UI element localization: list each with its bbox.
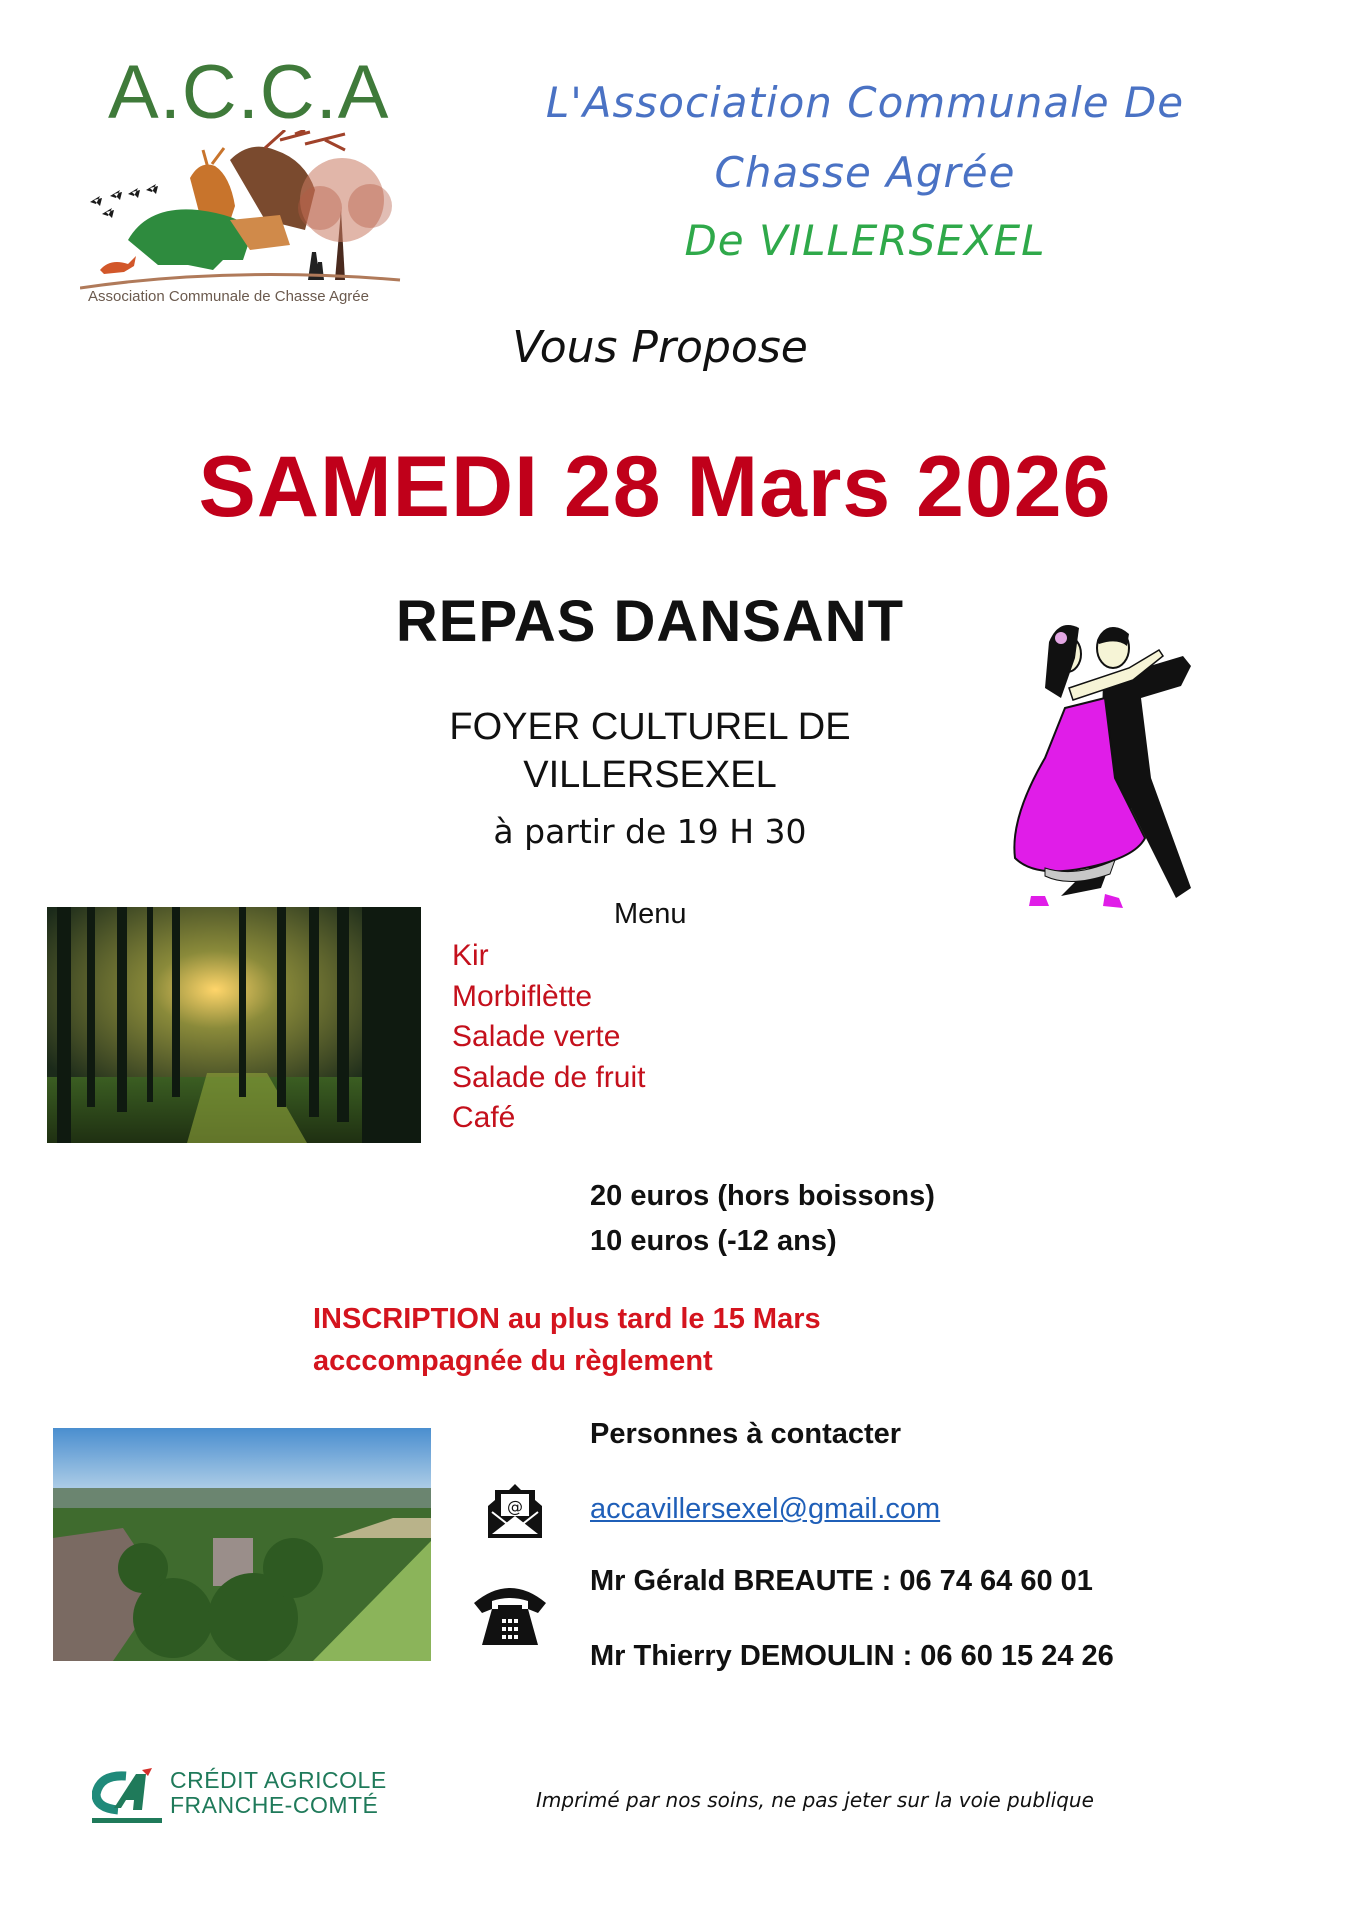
registration-notice: [313, 1298, 821, 1382]
price-child: 10 euros (-12 ans): [590, 1225, 837, 1257]
contact-person-1: Mr Gérald BREAUTE : 06 74 64 60 01: [590, 1565, 1093, 1597]
contacts-heading: Personnes à contacter: [590, 1418, 902, 1450]
header-line-1: L'Association Communale De: [545, 78, 1185, 127]
logo-caption: Association Communale de Chasse Agrée: [88, 288, 369, 305]
telephone-icon: [470, 1585, 550, 1649]
dancing-couple-illustration: [1005, 618, 1217, 930]
intro-text: Vous Propose: [512, 322, 808, 373]
menu-item: Morbiflètte: [452, 979, 593, 1013]
venue-line-2: VILLERSEXEL: [523, 754, 777, 796]
hunting-animals-illustration: [80, 130, 432, 290]
envelope-at-icon: [486, 1482, 544, 1540]
event-date: SAMEDI 28 Mars 2026: [198, 439, 1112, 535]
registration-payment: acccompagnée du règlement: [313, 1345, 713, 1377]
menu-list: [452, 936, 645, 1139]
sponsor-line-2: FRANCHE-COMTÉ: [170, 1792, 379, 1818]
menu-item: Café: [452, 1101, 516, 1134]
event-title: REPAS DANSANT: [395, 589, 905, 654]
menu-label: Menu: [614, 898, 687, 930]
print-notice: Imprimé par nos soins, ne pas jeter sur la voie publique: [536, 1788, 1094, 1812]
contact-person-2: Mr Thierry DEMOULIN : 06 60 15 24 26: [590, 1640, 1114, 1672]
forest-photo: [47, 907, 421, 1143]
menu-item: Salade verte: [452, 1020, 621, 1053]
registration-deadline: INSCRIPTION au plus tard le 15 Mars: [313, 1303, 821, 1335]
venue-line-1: FOYER CULTUREL DE: [449, 706, 851, 748]
contact-email-link[interactable]: accavillersexel@gmail.com: [590, 1493, 941, 1525]
sponsor-line-1: CRÉDIT AGRICOLE: [170, 1767, 387, 1793]
header-line-3: De VILLERSEXEL: [684, 216, 1046, 265]
menu-item: Salade de fruit: [452, 1060, 646, 1094]
header-line-2: Chasse Agrée: [714, 148, 1016, 197]
credit-agricole-logo: [92, 1768, 422, 1826]
aerial-village-photo: [53, 1428, 431, 1661]
sponsor-name: [170, 1768, 387, 1818]
price-list: [590, 1174, 935, 1264]
event-time: à partir de 19 H 30: [493, 812, 807, 851]
credit-agricole-emblem-icon: [92, 1768, 164, 1826]
price-adult: 20 euros (hors boissons): [590, 1180, 935, 1212]
logo-acronym: A.C.C.A: [108, 50, 390, 135]
svg-text:@: @: [507, 1497, 523, 1516]
acca-logo: [80, 48, 432, 313]
menu-item: Kir: [452, 939, 489, 972]
